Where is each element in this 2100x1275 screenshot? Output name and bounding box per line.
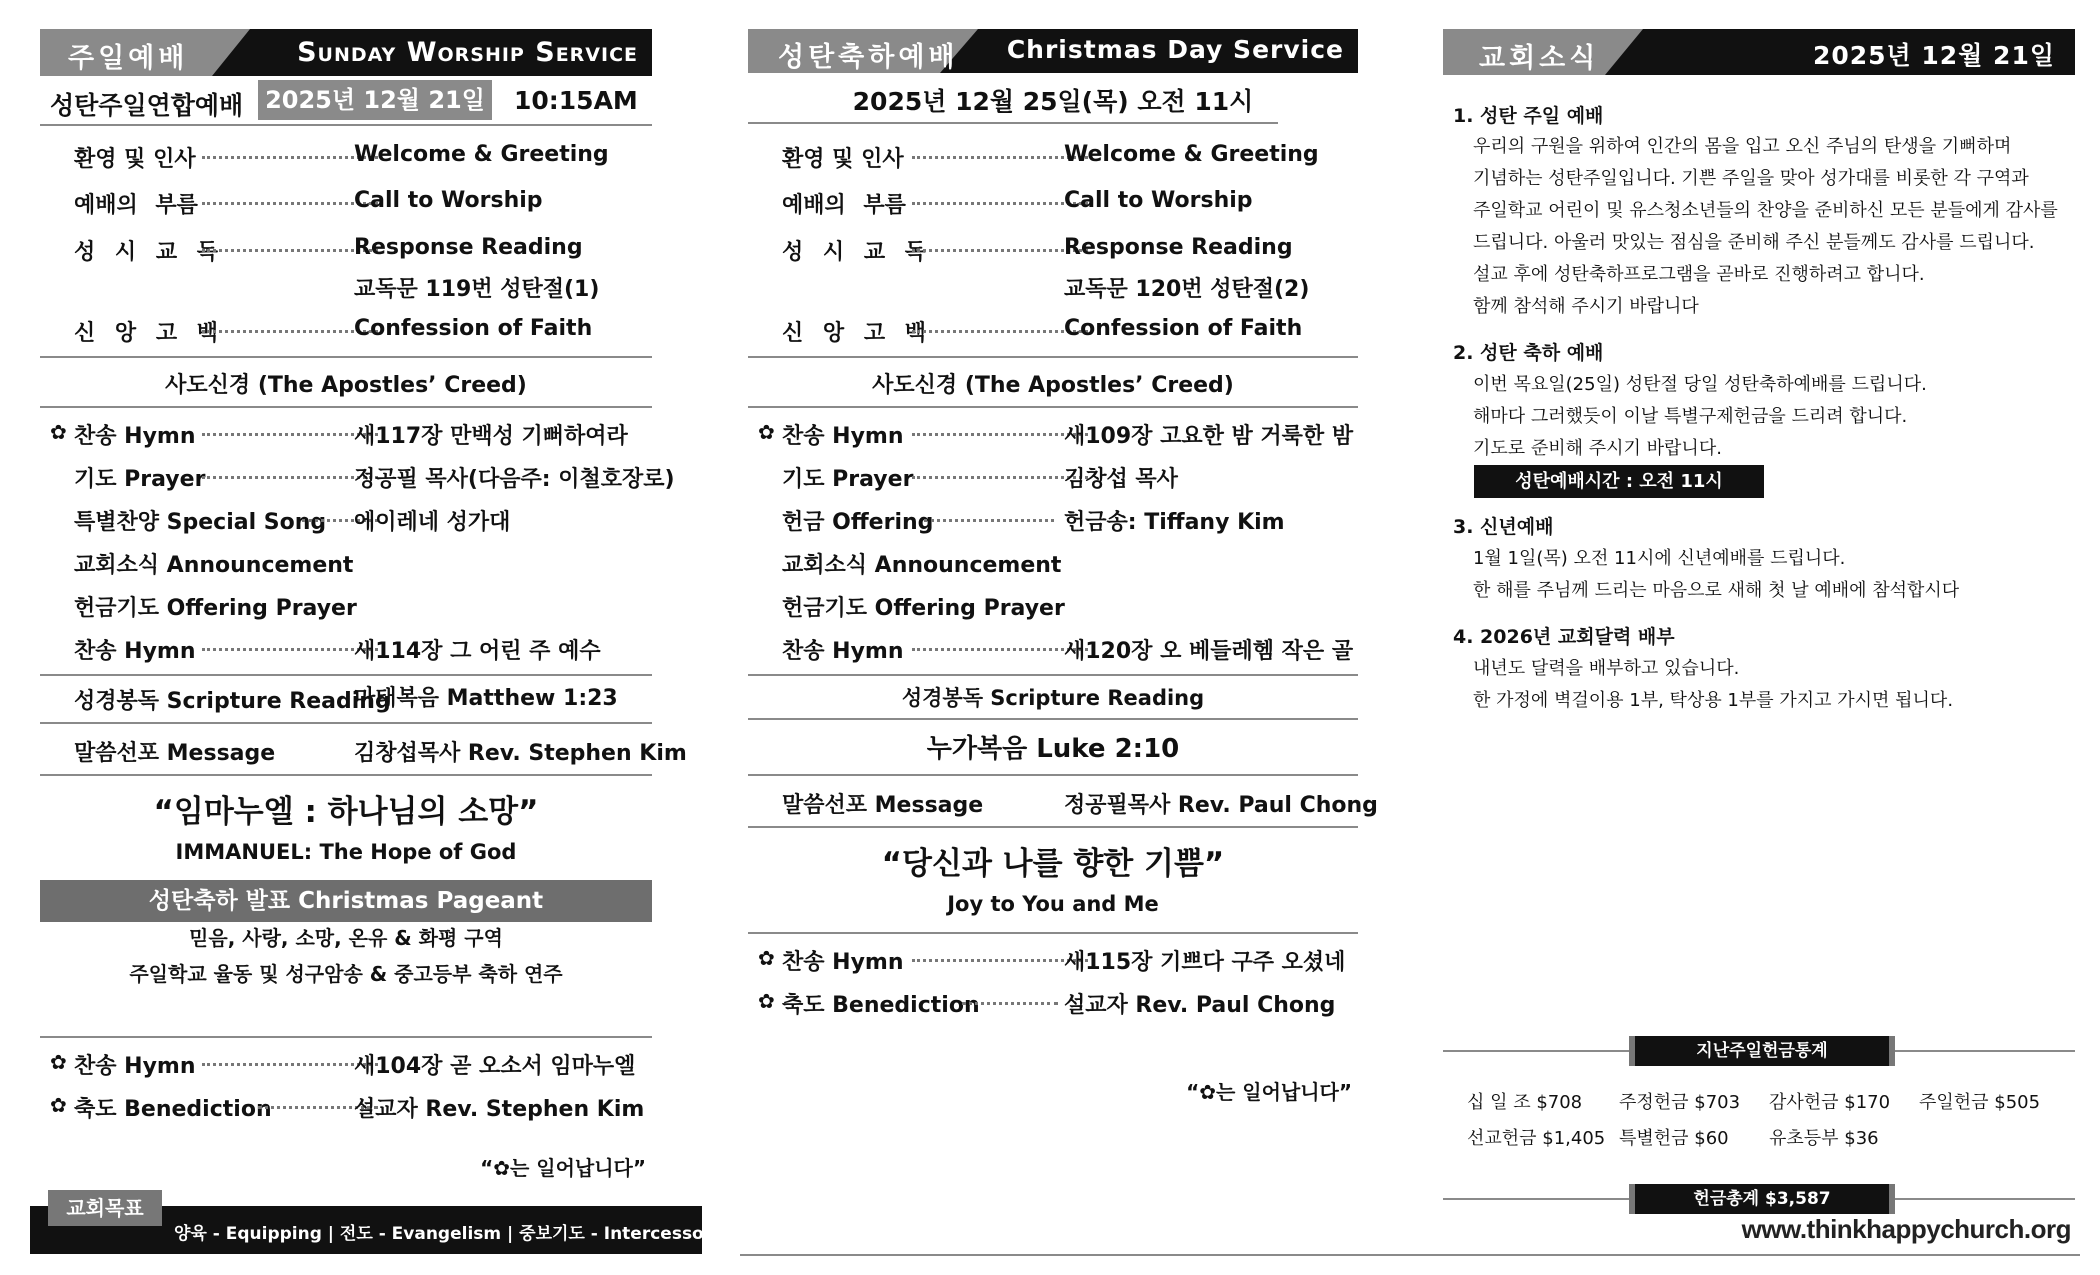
leader-dots bbox=[912, 249, 1088, 252]
order-value: 새120장 오 베들레헴 작은 골 bbox=[1064, 639, 1354, 664]
news-title: 2. 성탄 축하 예배 bbox=[1453, 342, 1604, 364]
order-label: 축도 Benediction bbox=[74, 1097, 272, 1122]
stand-note: “✿는 일어납니다” bbox=[1186, 1080, 1352, 1104]
divider bbox=[40, 774, 652, 776]
offering-total: 헌금총계 $3,587 bbox=[1629, 1184, 1895, 1214]
leader-dots bbox=[912, 202, 1088, 205]
divider bbox=[40, 674, 652, 676]
stand-note: “✿는 일어납니다” bbox=[480, 1156, 646, 1180]
order-label: 찬송 Hymn bbox=[74, 639, 196, 664]
divider bbox=[40, 124, 652, 126]
order-value: 새115장 기쁘다 구주 오셨네 bbox=[1064, 950, 1346, 975]
divider bbox=[748, 826, 1358, 828]
order-value: 새114장 그 어린 주 예수 bbox=[354, 639, 601, 664]
order-value: Response Reading bbox=[354, 235, 583, 260]
divider bbox=[748, 674, 1358, 676]
sunday-header-english: Sunday Worship Service bbox=[297, 37, 638, 68]
church-news-column bbox=[1443, 0, 2075, 1275]
news-line: 이번 목요일(25일) 성탄절 당일 성탄축하예배를 드립니다. bbox=[1473, 374, 1927, 395]
offering-item: 십 일 조 $708 bbox=[1467, 1092, 1583, 1113]
sunday-header-korean: 주일예배 bbox=[68, 43, 189, 74]
news-header-korean: 교회소식 bbox=[1479, 43, 1600, 74]
leader-dots bbox=[202, 433, 378, 436]
order-label: 예배의 부름 bbox=[74, 193, 198, 218]
order-value: Confession of Faith bbox=[1064, 316, 1303, 341]
order-label: 찬송 Hymn bbox=[74, 424, 196, 449]
order-label: 환영 및 인사 bbox=[74, 147, 196, 172]
divider bbox=[748, 774, 1358, 776]
leader-dots bbox=[912, 476, 1088, 479]
leader-dots bbox=[912, 959, 1088, 962]
order-label: 찬송 Hymn bbox=[782, 950, 904, 975]
order-label: 찬송 Hymn bbox=[782, 639, 904, 664]
order-value: 새109장 고요한 밤 거룩한 밤 bbox=[1064, 424, 1354, 449]
divider bbox=[40, 722, 652, 724]
leader-dots bbox=[912, 648, 1088, 651]
stand-icon: ✿ bbox=[50, 1093, 67, 1117]
scripture-label: 성경봉독 Scripture Reading bbox=[74, 689, 391, 714]
order-label: 성 시 교 독 bbox=[782, 240, 932, 265]
christmas-header bbox=[748, 29, 1358, 73]
sunday-worship-column bbox=[40, 0, 687, 1275]
creed: 사도신경 (The Apostles’ Creed) bbox=[165, 373, 527, 398]
offering-item: 주일헌금 $505 bbox=[1919, 1092, 2041, 1113]
order-label: 신 앙 고 백 bbox=[782, 321, 932, 346]
order-value: Welcome & Greeting bbox=[1064, 142, 1319, 167]
divider bbox=[40, 406, 652, 408]
news-line: 주일학교 어린이 및 유스청소년들의 찬양을 준비하신 모든 분들에게 감사를 bbox=[1473, 200, 2058, 221]
order-value: 설교자 Rev. Stephen Kim bbox=[354, 1097, 645, 1122]
creed: 사도신경 (The Apostles’ Creed) bbox=[872, 373, 1234, 398]
news-line: 기념하는 성탄주일입니다. 기쁜 주일을 맞아 성가대를 비롯한 각 구역과 bbox=[1473, 168, 2029, 189]
message-value: 김창섭목사 Rev. Stephen Kim bbox=[354, 741, 687, 766]
order-value: 새117장 만백성 기뻐하여라 bbox=[354, 424, 628, 449]
offering-item: 특별헌금 $60 bbox=[1619, 1128, 1729, 1149]
stand-icon: ✿ bbox=[758, 420, 775, 444]
news-header bbox=[1443, 29, 2075, 75]
sermon-subtitle: IMMANUEL: The Hope of God bbox=[175, 840, 517, 864]
divider bbox=[40, 356, 652, 358]
sermon-title: “당신과 나를 향한 기쁨” bbox=[881, 846, 1225, 882]
divider bbox=[40, 1036, 652, 1038]
news-line: 드립니다. 아울러 맛있는 점심을 준비해 주신 분들께도 감사를 드립니다. bbox=[1473, 232, 2035, 253]
order-label: 교회소식 Announcement bbox=[74, 553, 354, 578]
order-value: 김창섭 목사 bbox=[1064, 467, 1178, 492]
christmas-header-english: Christmas Day Service bbox=[1006, 35, 1344, 64]
order-value: Call to Worship bbox=[354, 188, 543, 213]
leader-dots bbox=[912, 330, 1088, 333]
news-line: 1월 1일(목) 오전 11시에 신년예배를 드립니다. bbox=[1473, 548, 1846, 569]
divider bbox=[748, 122, 1278, 124]
order-label: 기도 Prayer bbox=[782, 467, 914, 492]
leader-dots bbox=[912, 156, 1088, 159]
sunday-header bbox=[40, 29, 652, 76]
leader-dots bbox=[202, 202, 378, 205]
leader-dots bbox=[202, 156, 378, 159]
leader-dots bbox=[924, 519, 1054, 522]
order-label: 특별찬양 Special Song bbox=[74, 510, 327, 535]
goal-text: 양육 - Equipping | 전도 - Evangelism | 중보기도 - Intercessor Player bbox=[174, 1224, 779, 1244]
offering-title: 지난주일헌금통계 bbox=[1629, 1036, 1895, 1066]
scripture-value: 누가복음 Luke 2:10 bbox=[926, 734, 1180, 764]
news-line: 우리의 구원을 위하여 인간의 몸을 입고 오신 주님의 탄생을 기뻐하며 bbox=[1473, 136, 2012, 157]
order-value: 헌금송: Tiffany Kim bbox=[1064, 510, 1285, 535]
news-line: 한 가정에 벽걸이용 1부, 탁상용 1부를 가지고 가시면 됩니다. bbox=[1473, 690, 1954, 711]
order-value: Welcome & Greeting bbox=[354, 142, 609, 167]
divider bbox=[748, 356, 1358, 358]
order-value: 새104장 곧 오소서 임마누엘 bbox=[354, 1054, 636, 1079]
order-label: 교회소식 Announcement bbox=[782, 553, 1062, 578]
stand-icon: ✿ bbox=[758, 989, 775, 1013]
order-value: 설교자 Rev. Paul Chong bbox=[1064, 993, 1336, 1018]
order-label: 찬송 Hymn bbox=[74, 1054, 196, 1079]
order-label: 기도 Prayer bbox=[74, 467, 206, 492]
order-value: Call to Worship bbox=[1064, 188, 1253, 213]
offering-item: 감사헌금 $170 bbox=[1769, 1092, 1891, 1113]
divider bbox=[748, 406, 1358, 408]
order-label: 헌금기도 Offering Prayer bbox=[74, 596, 357, 621]
order-label: 헌금 Offering bbox=[782, 510, 934, 535]
message-label: 말씀선포 Message bbox=[782, 793, 984, 818]
service-date: 2025년 12월 21일 bbox=[258, 80, 492, 120]
order-value: Response Reading bbox=[1064, 235, 1293, 260]
news-line: 설교 후에 성탄축하프로그램을 곧바로 진행하려고 합니다. bbox=[1473, 264, 1925, 285]
service-name: 성탄주일연합예배 bbox=[50, 91, 244, 120]
offering-item: 선교헌금 $1,405 bbox=[1467, 1128, 1606, 1149]
order-label: 헌금기도 Offering Prayer bbox=[782, 596, 1065, 621]
order-label: 성 시 교 독 bbox=[74, 240, 224, 265]
scripture-value: 마태복음 Matthew 1:23 bbox=[354, 686, 618, 711]
news-line: 한 해를 주님께 드리는 마음으로 새해 첫 날 예배에 참석합시다 bbox=[1473, 580, 1960, 601]
order-label: 환영 및 인사 bbox=[782, 147, 904, 172]
goal-label: 교회목표 bbox=[48, 1190, 162, 1226]
order-value: Confession of Faith bbox=[354, 316, 593, 341]
order-sub: 교독문 120번 성탄절(2) bbox=[1064, 277, 1310, 302]
pageant-line: 주일학교 율동 및 성구암송 & 중고등부 축하 연주 bbox=[129, 962, 563, 986]
sermon-title: “임마누엘 : 하나님의 소망” bbox=[153, 794, 539, 830]
christmas-header-korean: 성탄축하예배 bbox=[778, 42, 959, 73]
service-time: 10:15AM bbox=[514, 86, 638, 115]
leader-dots bbox=[202, 330, 378, 333]
order-label: 축도 Benediction bbox=[782, 993, 980, 1018]
order-label: 찬송 Hymn bbox=[782, 424, 904, 449]
news-title: 1. 성탄 주일 예배 bbox=[1453, 105, 1604, 127]
news-line: 해마다 그러했듯이 이날 특별구제헌금을 드리려 합니다. bbox=[1473, 406, 1908, 427]
news-title: 4. 2026년 교회달력 배부 bbox=[1453, 626, 1675, 648]
stand-icon: ✿ bbox=[50, 1050, 67, 1074]
leader-dots bbox=[202, 648, 378, 651]
christmas-time-pill: 성탄예배시간 : 오전 11시 bbox=[1474, 465, 1764, 498]
divider bbox=[748, 718, 1358, 720]
stand-icon: ✿ bbox=[758, 946, 775, 970]
message-value: 정공필목사 Rev. Paul Chong bbox=[1064, 793, 1378, 818]
pageant-line: 믿음, 사랑, 소망, 온유 & 화평 구역 bbox=[189, 926, 503, 950]
news-line: 기도로 준비해 주시기 바랍니다. bbox=[1473, 438, 1722, 459]
stand-icon: ✿ bbox=[50, 420, 67, 444]
news-date: 2025년 12월 21일 bbox=[1812, 41, 2055, 70]
christmas-day-column bbox=[748, 0, 1378, 1275]
offering-item: 유초등부 $36 bbox=[1769, 1128, 1879, 1149]
scripture-label: 성경봉독 Scripture Reading bbox=[901, 686, 1205, 710]
message-label: 말씀선포 Message bbox=[74, 741, 276, 766]
news-line: 함께 참석해 주시기 바랍니다 bbox=[1473, 296, 1699, 317]
christmas-date: 2025년 12월 25일(목) 오전 11시 bbox=[852, 87, 1254, 116]
order-label: 신 앙 고 백 bbox=[74, 321, 224, 346]
order-label: 예배의 부름 bbox=[782, 193, 906, 218]
leader-dots bbox=[962, 1002, 1058, 1005]
order-value: 에이레네 성가대 bbox=[354, 510, 511, 535]
order-value: 정공필 목사(다음주: 이철호장로) bbox=[354, 467, 675, 492]
pageant-band: 성탄축하 발표 Christmas Pageant bbox=[40, 880, 652, 922]
news-title: 3. 신년예배 bbox=[1453, 516, 1554, 538]
leader-dots bbox=[202, 1063, 378, 1066]
divider bbox=[748, 932, 1358, 934]
order-sub: 교독문 119번 성탄절(1) bbox=[354, 277, 600, 302]
website-link[interactable]: www.thinkhappychurch.org bbox=[1741, 1214, 2071, 1244]
sermon-subtitle: Joy to You and Me bbox=[947, 892, 1159, 916]
leader-dots bbox=[202, 249, 378, 252]
news-line: 내년도 달력을 배부하고 있습니다. bbox=[1473, 658, 1740, 679]
leader-dots bbox=[202, 476, 378, 479]
leader-dots bbox=[912, 433, 1088, 436]
offering-item: 주정헌금 $703 bbox=[1619, 1092, 1741, 1113]
